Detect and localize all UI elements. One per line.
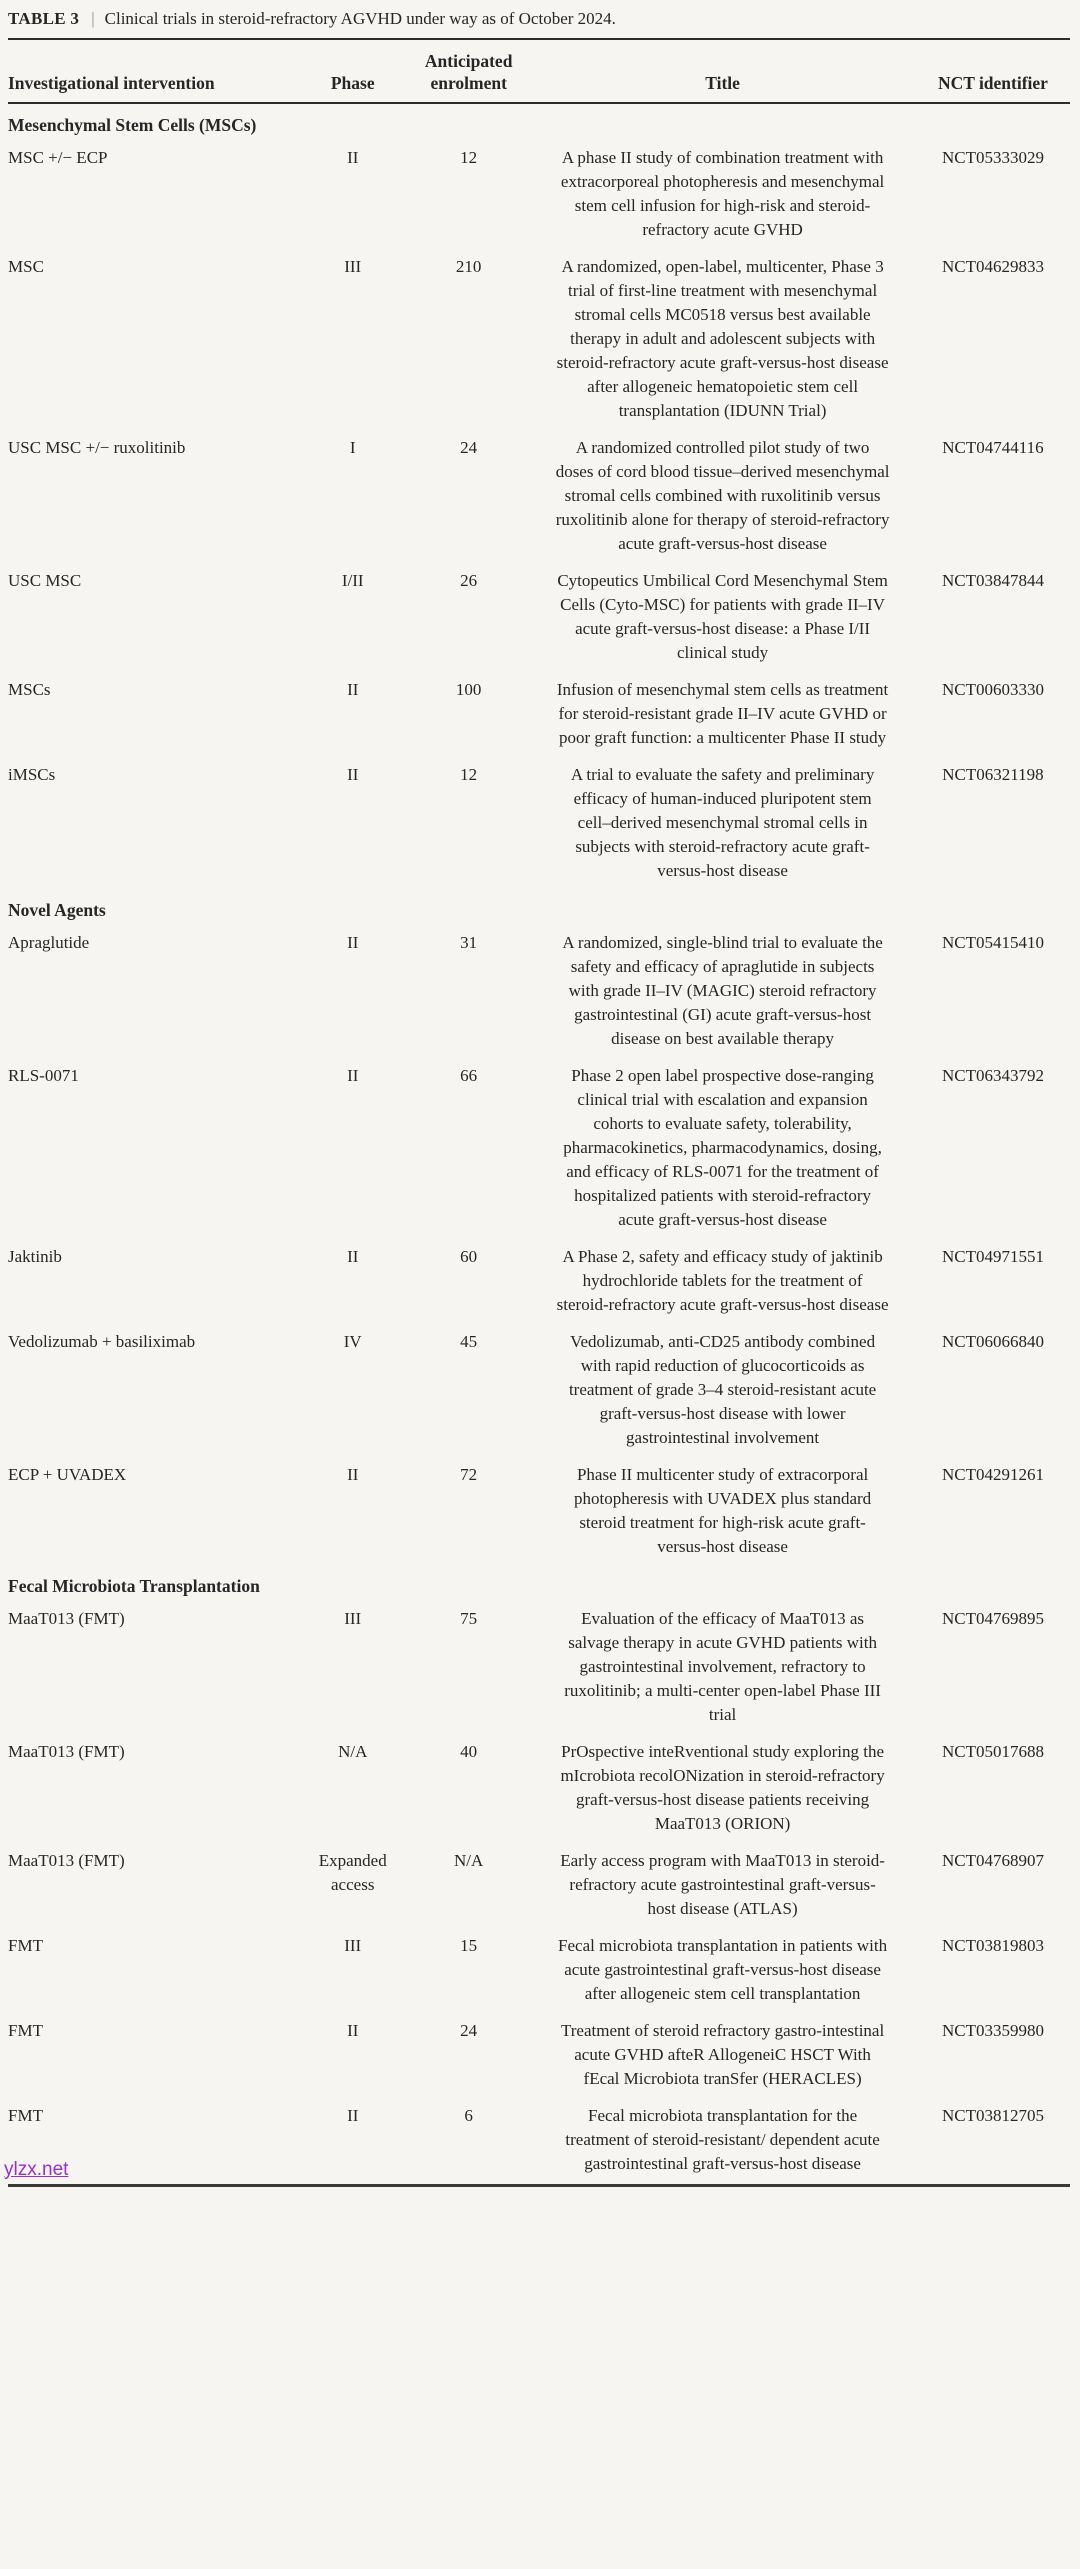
intervention-cell: Jaktinib <box>8 1247 62 1266</box>
trial-row <box>8 1927 1070 2012</box>
phase-cell: II <box>347 1247 359 1266</box>
intervention-cell: ECP + UVADEX <box>8 1465 127 1484</box>
nct-cell: NCT06343792 <box>941 1066 1044 1085</box>
column-header-nct: NCT identifier <box>916 39 1070 103</box>
title-cell: A randomized, open-label, multicenter, Phase 3 trial of first-line treatment with mesenchymal stromal cells MC0518 versus best available therapy in adult and adolescent subjects with steroid-refractory acute graft-versus-host disease after allogeneic hematopoietic stem cell transplantation (IDUNN Trial) <box>556 257 889 420</box>
section-header-row <box>8 889 1070 924</box>
clinical-trials-table <box>8 38 1070 2182</box>
section-header-row <box>8 1565 1070 1600</box>
trial-row <box>8 429 1070 562</box>
enrolment-cell: 45 <box>460 1332 478 1351</box>
trial-row <box>8 562 1070 671</box>
title-cell: Vedolizumab, anti-CD25 antibody combined with rapid reduction of glucocorticoids as treatment of grade 3–4 steroid-resistant acute graft-versus-host disease with lower gastrointestinal involvement <box>568 1332 877 1447</box>
table-caption-separator: | <box>91 9 95 28</box>
title-cell: Infusion of mesenchymal stem cells as treatment for steroid-resistant grade II–IV acute GVHD or poor graft function: a multicenter Phase II study <box>556 680 889 747</box>
nct-cell: NCT06066840 <box>941 1332 1044 1351</box>
nct-cell: NCT03812705 <box>941 2106 1044 2125</box>
enrolment-cell: 72 <box>460 1465 478 1484</box>
intervention-cell: MSCs <box>8 680 51 699</box>
nct-cell: NCT04744116 <box>942 438 1044 457</box>
enrolment-cell: 24 <box>460 2021 478 2040</box>
phase-cell: II <box>347 680 359 699</box>
phase-cell: III <box>344 1936 362 1955</box>
trial-row <box>8 248 1070 429</box>
nct-cell: NCT04629833 <box>941 257 1044 276</box>
enrolment-cell: 60 <box>460 1247 478 1266</box>
intervention-cell: RLS-0071 <box>8 1066 79 1085</box>
intervention-cell: MaaT013 (FMT) <box>8 1609 125 1628</box>
nct-cell: NCT04768907 <box>941 1851 1044 1870</box>
nct-cell: NCT05333029 <box>941 148 1044 167</box>
trial-row <box>8 2097 1070 2182</box>
enrolment-cell: N/A <box>454 1851 484 1870</box>
phase-cell: IV <box>343 1332 362 1351</box>
table-caption-label: TABLE 3 <box>8 9 80 28</box>
column-header-enrolment: Anticipated enrolment <box>408 39 529 103</box>
nct-cell: NCT04971551 <box>941 1247 1044 1266</box>
phase-cell: III <box>344 1609 362 1628</box>
enrolment-cell: 12 <box>460 765 478 784</box>
phase-cell: III <box>344 257 362 276</box>
nct-cell: NCT03847844 <box>941 571 1044 590</box>
trial-row <box>8 756 1070 889</box>
enrolment-cell: 26 <box>460 571 478 590</box>
title-cell: Phase 2 open label prospective dose-ranging clinical trial with escalation and expansion cohorts to evaluate safety, tolerability, pharmacokinetics, pharmacodynamics, dosing, and efficacy of RLS-0071 for the treatment of hospitalized patients with steroid-refractory acute graft-versus-host disease <box>563 1066 882 1229</box>
enrolment-cell: 66 <box>460 1066 478 1085</box>
trial-row <box>8 671 1070 756</box>
column-header-phase: Phase <box>297 39 408 103</box>
title-cell: A Phase 2, safety and efficacy study of jaktinib hydrochloride tablets for the treatment of steroid-refractory acute graft-versus-host disease <box>556 1247 889 1314</box>
enrolment-cell: 15 <box>460 1936 478 1955</box>
column-header-intervention: Investigational intervention <box>8 39 297 103</box>
header-row <box>8 39 1070 103</box>
intervention-cell: MSC <box>8 257 44 276</box>
trial-row <box>8 924 1070 1057</box>
phase-cell: II <box>347 2021 359 2040</box>
trial-row <box>8 1238 1070 1323</box>
intervention-cell: Apraglutide <box>8 933 90 952</box>
phase-cell: II <box>347 2106 359 2125</box>
trial-row <box>8 1323 1070 1456</box>
title-cell: A phase II study of combination treatment with extracorporeal photopheresis and mesenchymal stem cell infusion for high-risk and steroid-refractory acute GVHD <box>560 148 885 239</box>
enrolment-cell: 31 <box>460 933 478 952</box>
intervention-cell: iMSCs <box>8 765 56 784</box>
table-caption <box>8 6 1070 38</box>
title-cell: A randomized controlled pilot study of two doses of cord blood tissue–derived mesenchymal stromal cells combined with ruxolitinib versus ruxolitinib alone for therapy of steroid-refractory acute graft-versus-host disease <box>555 438 890 553</box>
title-cell: Fecal microbiota transplantation for the treatment of steroid-resistant/ dependent acute gastrointestinal graft-versus-host disease <box>565 2106 880 2173</box>
phase-cell: II <box>347 765 359 784</box>
title-cell: Treatment of steroid refractory gastro-intestinal acute GVHD afteR AllogeneiC HSCT With fEcal Microbiota tranSfer (HERACLES) <box>560 2021 885 2088</box>
intervention-cell: MaaT013 (FMT) <box>8 1851 125 1870</box>
section-heading: Fecal Microbiota Transplantation <box>8 1576 260 1596</box>
phase-cell: Expanded access <box>318 1851 387 1894</box>
phase-cell: II <box>347 148 359 167</box>
enrolment-cell: 100 <box>455 680 482 699</box>
intervention-cell: Vedolizumab + basiliximab <box>8 1332 196 1351</box>
intervention-cell: FMT <box>8 2021 43 2040</box>
nct-cell: NCT04291261 <box>941 1465 1044 1484</box>
enrolment-cell: 24 <box>460 438 478 457</box>
trial-row <box>8 2012 1070 2097</box>
table-header <box>8 39 1070 103</box>
title-cell: PrOspective inteRventional study exploring the mIcrobiota recolONization in steroid-refractory graft-versus-host disease patients receiving MaaT013 (ORION) <box>560 1742 885 1833</box>
nct-cell: NCT06321198 <box>942 765 1044 784</box>
phase-cell: II <box>347 1465 359 1484</box>
trial-row <box>8 1842 1070 1927</box>
intervention-cell: MSC +/− ECP <box>8 148 108 167</box>
nct-cell: NCT04769895 <box>941 1609 1044 1628</box>
intervention-cell: FMT <box>8 2106 43 2125</box>
phase-cell: II <box>347 1066 359 1085</box>
nct-cell: NCT03819803 <box>941 1936 1044 1955</box>
intervention-cell: USC MSC <box>8 571 82 590</box>
table-caption-text: Clinical trials in steroid-refractory AGVHD under way as of October 2024. <box>104 9 616 28</box>
enrolment-cell: 75 <box>460 1609 478 1628</box>
trial-row <box>8 1600 1070 1733</box>
title-cell: Evaluation of the efficacy of MaaT013 as salvage therapy in acute GVHD patients with gastrointestinal involvement, refractory to ruxolitinib; a multi-center open-label Phase III trial <box>564 1609 881 1724</box>
nct-cell: NCT03359980 <box>941 2021 1044 2040</box>
nct-cell: NCT05017688 <box>941 1742 1044 1761</box>
title-cell: Fecal microbiota transplantation in patients with acute gastrointestinal graft-versus-host disease after allogeneic stem cell transplantation <box>558 1936 888 2003</box>
table-body <box>8 103 1070 2182</box>
section-heading: Mesenchymal Stem Cells (MSCs) <box>8 115 257 135</box>
section-heading: Novel Agents <box>8 900 106 920</box>
intervention-cell: FMT <box>8 1936 43 1955</box>
table-bottom-rule <box>8 2184 1070 2187</box>
nct-cell: NCT00603330 <box>941 680 1044 699</box>
title-cell: A randomized, single-blind trial to evaluate the safety and efficacy of apraglutide in subjects with grade II–IV (MAGIC) steroid refractory gastrointestinal (GI) acute graft-versus-host disease on best available therapy <box>562 933 883 1048</box>
nct-cell: NCT05415410 <box>941 933 1044 952</box>
intervention-cell: MaaT013 (FMT) <box>8 1742 125 1761</box>
trial-row <box>8 139 1070 248</box>
phase-cell: N/A <box>338 1742 368 1761</box>
watermark-link[interactable]: ylzx.net <box>4 2159 69 2180</box>
enrolment-cell: 210 <box>455 257 482 276</box>
enrolment-cell: 40 <box>460 1742 478 1761</box>
phase-cell: I/II <box>341 571 364 590</box>
title-cell: A trial to evaluate the safety and preliminary efficacy of human-induced pluripotent stem cell–derived mesenchymal stromal cells in subjects with steroid-refractory acute graft-versus-host disease <box>570 765 875 880</box>
intervention-cell: USC MSC +/− ruxolitinib <box>8 438 186 457</box>
title-cell: Cytopeutics Umbilical Cord Mesenchymal Stem Cells (Cyto-MSC) for patients with grade II–IV acute graft-versus-host disease: a Phase I/II clinical study <box>557 571 888 662</box>
trial-row <box>8 1456 1070 1565</box>
phase-cell: II <box>347 933 359 952</box>
title-cell: Early access program with MaaT013 in steroid-refractory acute gastrointestinal graft-versus-host disease (ATLAS) <box>560 1851 885 1918</box>
trial-row <box>8 1733 1070 1842</box>
section-header-row <box>8 103 1070 139</box>
enrolment-cell: 6 <box>464 2106 473 2125</box>
title-cell: Phase II multicenter study of extracorporal photopheresis with UVADEX plus standard steroid treatment for high-risk acute graft-versus-host disease <box>574 1465 872 1556</box>
enrolment-cell: 12 <box>460 148 478 167</box>
column-header-title: Title <box>529 39 916 103</box>
trial-row <box>8 1057 1070 1238</box>
phase-cell: I <box>349 438 356 457</box>
